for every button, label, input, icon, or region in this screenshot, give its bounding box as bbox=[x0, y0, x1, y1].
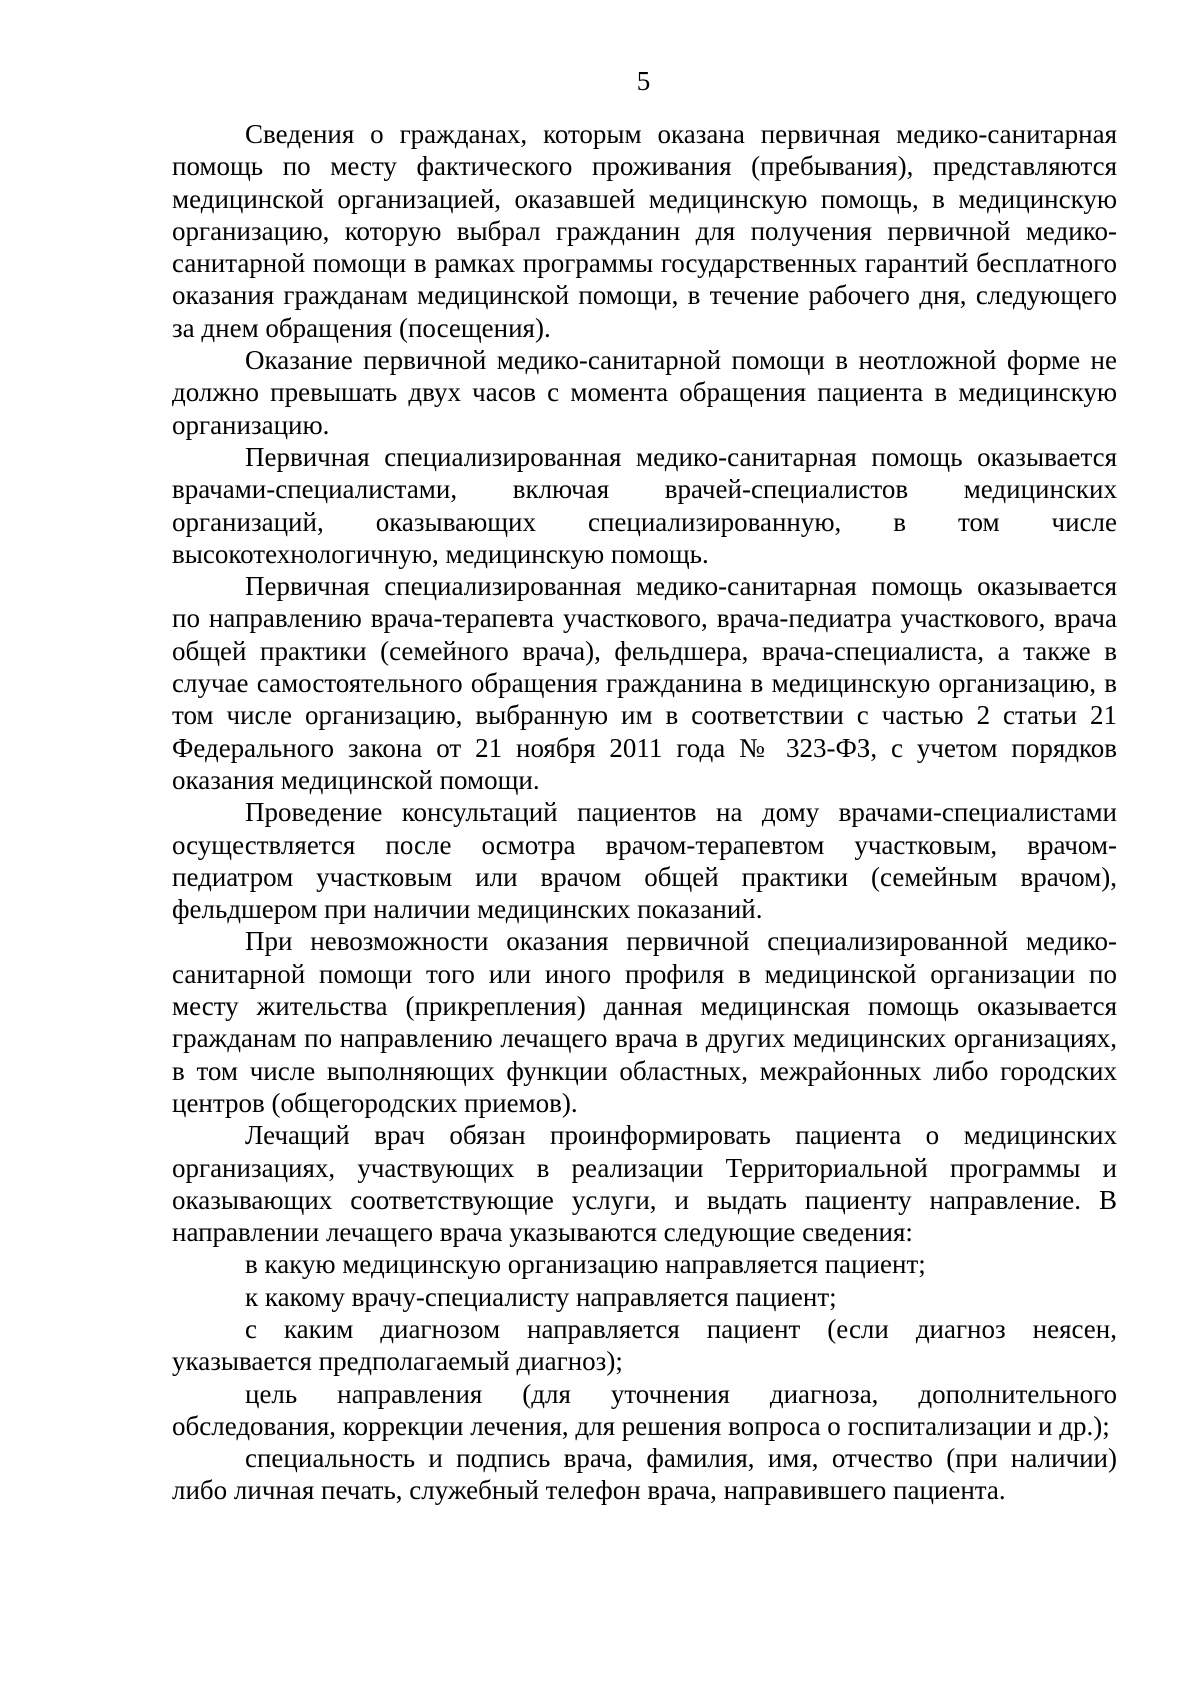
paragraph-specialized-care: Первичная специализированная медико-санитарная помощь оказывается врачами-специалистами, включая врачей-специалистов медицинских организаций, оказывающих специализированную, в том числе высокотехнологичную, медицинскую помощь. bbox=[172, 441, 1117, 569]
list-item-signature: специальность и подпись врача, фамилия, имя, отчество (при наличии) либо личная печать, служебный телефон врача, направившего пациента. bbox=[172, 1443, 1117, 1506]
list-item-specialist: к какому врачу-специалисту направляется пациент; bbox=[245, 1281, 837, 1312]
list-item-organization: в какую медицинскую организацию направляется пациент; bbox=[245, 1249, 926, 1280]
page-number: 5 bbox=[636, 66, 651, 96]
paragraph-doctor-obligation: Лечащий врач обязан проинформировать пациента о медицинских организациях, участвующих в реализации Территориальной программы и оказывающих соответствующие услуги, и выдать пациенту направление. В направлении лечащего врача указываются следующие сведения: bbox=[172, 1120, 1117, 1248]
document-body bbox=[172, 118, 1117, 1507]
paragraph-home-consultations: Проведение консультаций пациентов на дому врачами-специалистами осуществляется после осмотра врачом-терапевтом участковым, врачом-педиатром участковым или врачом общей практики (семейным врачом), фельдшером при наличии медицинских показаний. bbox=[172, 797, 1117, 925]
paragraph-citizen-info: Сведения о гражданах, которым оказана первичная медико-санитарная помощь по месту фактического проживания (пребывания), представляются медицинской организацией, оказавшей медицинскую помощь, в медицинскую организацию, которую выбрал гражданин для получения первичной медико-санитарной помощи в рамках программы государственных гарантий бесплатного оказания гражданам медицинской помощи, в течение рабочего дня, следующего за днем обращения (посещения). bbox=[172, 119, 1117, 343]
paragraph-urgent-care: Оказание первичной медико-санитарной помощи в неотложной форме не должно превышать двух часов с момента обращения пациента в медицинскую организацию. bbox=[172, 345, 1117, 440]
paragraph-referral-basis: Первичная специализированная медико-санитарная помощь оказывается по направлению врача-терапевта участкового, врача-педиатра участкового, врача общей практики (семейного врача), фельдшера, врача-специалиста, а также в случае самостоятельного обращения гражданина в медицинскую организацию, в том числе организацию, выбранную им в соответствии с частью 2 статьи 21 Федерального закона от 21 ноября 2011 года № 323-ФЗ, с учетом порядков оказания медицинской помощи. bbox=[172, 571, 1117, 795]
list-item-purpose: цель направления (для уточнения диагноза, дополнительного обследования, коррекции лечения, для решения вопроса о госпитализации и др.); bbox=[172, 1378, 1117, 1441]
paragraph-other-organizations: При невозможности оказания первичной специализированной медико-санитарной помощи того или иного профиля в медицинской организации по месту жительства (прикрепления) данная медицинская помощь оказывается гражданам по направлению лечащего врача в других медицинских организациях, в том числе выполняющих функции областных, межрайонных либо городских центров (общегородских приемов). bbox=[172, 926, 1117, 1118]
list-item-diagnosis: с каким диагнозом направляется пациент (если диагноз неясен, указывается предполагаемый диагноз); bbox=[172, 1313, 1117, 1377]
